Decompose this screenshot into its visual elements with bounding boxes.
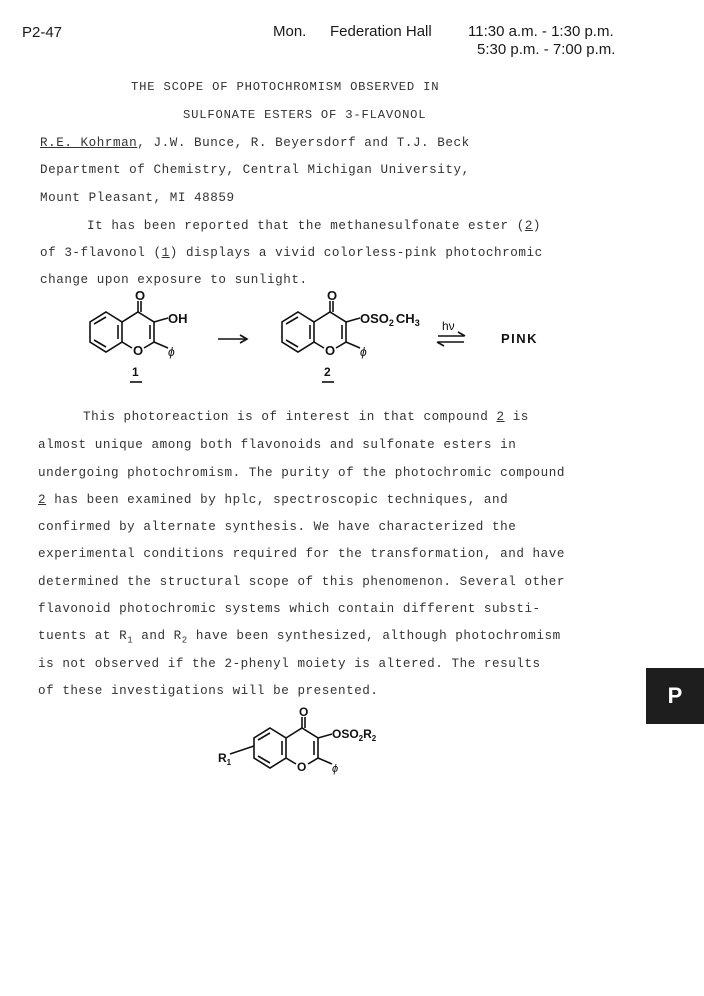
reaction-scheme — [60, 288, 580, 388]
compound-label-1: 1 — [132, 365, 139, 379]
affiliation-line-1: Department of Chemistry, Central Michigan University, — [40, 163, 470, 177]
abstract-title-line-2: SULFONATE ESTERS OF 3-FLAVONOL — [183, 108, 427, 122]
body-line-2: almost unique among both flavonoids and sulfonate esters in — [38, 438, 517, 452]
light-label: hν — [442, 319, 455, 333]
body-line-8: flavonoid photochromic systems which contain different substi- — [38, 602, 541, 616]
compound-ref-2: 2 — [38, 493, 47, 507]
section-tab: P — [646, 668, 704, 724]
session-day: Mon. — [273, 23, 307, 40]
session-time-1: 11:30 a.m. - 1:30 p.m. — [468, 23, 614, 40]
phenyl-1: ɸ — [168, 345, 175, 359]
compound-ref-2: 2 — [524, 219, 533, 233]
ring-o-1: O — [133, 343, 144, 358]
intro-line-2: of 3-flavonol (1) displays a vivid colorless-pink photochromic — [40, 246, 543, 260]
abstract-title-line-1: THE SCOPE OF PHOTOCHROMISM OBSERVED IN — [131, 80, 440, 94]
ring-o-general: O — [297, 760, 307, 774]
hydroxyl-label: OH — [168, 311, 188, 326]
body-line-4: 2 has been examined by hplc, spectroscopic techniques, and — [38, 493, 509, 507]
co-authors: , J.W. Bunce, R. Beyersdorf and T.J. Beck — [137, 136, 470, 150]
body-line-10: is not observed if the 2-phenyl moiety is altered. The results — [38, 657, 541, 671]
session-id: P2-47 — [22, 24, 63, 41]
body-line-5: confirmed by alternate synthesis. We have characterized the — [38, 520, 517, 534]
ring-o-2: O — [325, 343, 336, 358]
body-line-1: This photoreaction is of interest in that compound 2 is — [83, 410, 529, 424]
body-line-9: tuents at $R_1$ and $R_2$ have been synthesized, although photochromism — [38, 629, 561, 646]
session-time-2: 5:30 p.m. - 7:00 p.m. — [477, 41, 616, 58]
affiliation-line-2: Mount Pleasant, MI 48859 — [40, 191, 235, 205]
phenyl-2: ɸ — [360, 345, 367, 359]
phenyl-general: ɸ — [332, 763, 339, 775]
session-location: Federation Hall — [330, 23, 432, 40]
pink-label: PINK — [501, 331, 539, 346]
intro-line-3: change upon exposure to sunlight. — [40, 273, 308, 287]
sulfonate-r2-label: $OSO_2R_2$ — [332, 727, 377, 743]
body-line-6: experimental conditions required for the transformation, and have — [38, 547, 565, 561]
carbonyl-o-1: O — [135, 288, 146, 303]
body-line-7: determined the structural scope of this phenomenon. Several other — [38, 575, 565, 589]
carbonyl-o-2: O — [327, 288, 338, 303]
compound-ref-2: 2 — [496, 410, 505, 424]
body-line-11: of these investigations will be presented. — [38, 684, 379, 698]
intro-line-1: It has been reported that the methanesulfonate ester (2) — [87, 219, 542, 233]
carbonyl-o-general: O — [299, 705, 309, 719]
r1-label: $R_1$ — [218, 751, 232, 767]
mesylate-label: $OSO_2$ $CH_3$ — [360, 311, 420, 328]
compound-ref-1: 1 — [161, 246, 170, 260]
benzene-ring-1 — [90, 312, 122, 352]
authors — [40, 136, 470, 150]
compound-label-2: 2 — [324, 365, 331, 379]
body-line-3: undergoing photochromism. The purity of the photochromic compound — [38, 466, 565, 480]
presenting-author: R.E. Kohrman — [40, 136, 138, 150]
general-structure — [210, 702, 410, 786]
